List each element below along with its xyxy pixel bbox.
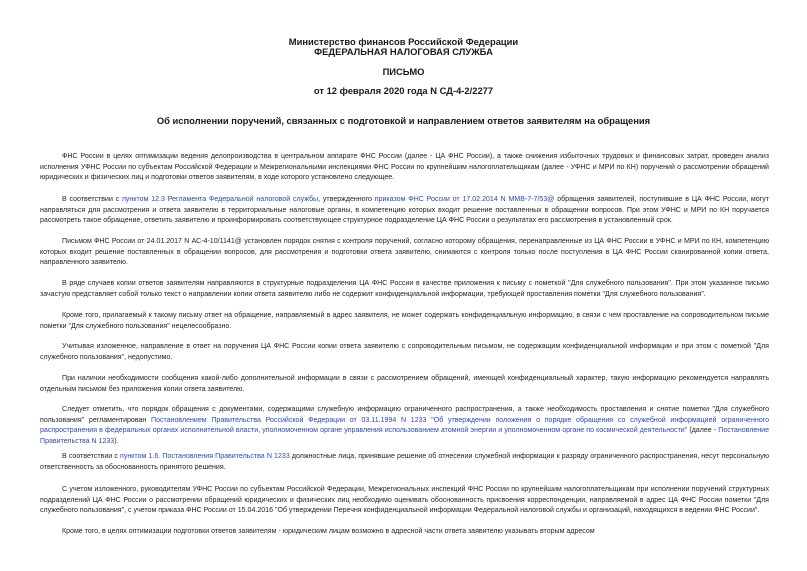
ministry-title: Министерство финансов Российской Федерации: [288, 36, 519, 47]
link-decree-1233-item-1-6[interactable]: пунктом 1.6. Постановления Правительства N 1233: [120, 453, 290, 460]
link-government-decree-1233[interactable]: Постановлением Правительства Российской Федерации от 03.11.1994 N 1233 "Об утверждении положения о порядке обращения со служебной информацией ограниченного распространения в федеральных органах исполнительной власти, уполномоченном органе управления использованием атомной энергии и уполномоченном органе по космической деятельности": [40, 416, 769, 435]
paragraph-9: [40, 452, 769, 473]
paragraph-8-text-a: Следует отметить, что порядок обращения с документами, содержащими служебную информацию ограниченного распространения, а также необходимость проставления и снятие пометки "Для служебного пользования" регламентирован: [40, 406, 769, 424]
service-title: ФЕДЕРАЛЬНАЯ НАЛОГОВАЯ СЛУЖБА: [314, 46, 493, 57]
paragraph-2-text-c: обращения заявителей, поступившие в ЦА ФНС России, могут направляться для рассмотрения и ответа заявителю в территориальные налоговые органы, в компетенцию которых входит решение поставленных в обращении вопросов. При этом УФНС и МРИ по КН поручается рассмотреть такое обращение, ответить заявителю и проинформировать соответствующее структурное подразделение ЦА ФНС России о результатах его рассмотрения в установленный срок.: [40, 196, 770, 225]
paragraph-3: Письмом ФНС России от 24.01.2017 N АС-4-10/1141@ установлен порядок снятия с контроля поручений, согласно которому обращения, перенаправленные из ЦА ФНС России в УФНС и МРИ по КН, компетенцию которых входит решение поставленных в обращении вопросов, для рассмотрения и подготовки ответа заявителю, снимаются с контроля только после поступления в ЦА ФНС России сканированной копии ответа, направленного заявителю.: [40, 238, 769, 267]
paragraph-1: ФНС России в целях оптимизации ведения делопроизводства в центральном аппарате ФНС России (далее - ЦА ФНС России), а также снижения избыточных трудовых и финансовых затрат, проведен анализ исполнения УФНС России по субъектам Российской Федерации и Межрегиональными инспекциями ФНС России по крупнейшим налогоплательщикам (далее - УФНС и МРИ по КН) поручений о рассмотрении обращений юридических и физических лиц и подготовки ответов заявителям, в ходе которого установлено следующее.: [40, 153, 769, 182]
paragraph-8: [40, 405, 769, 447]
paragraph-11: Кроме того, в целях оптимизации подготовки ответов заявителям - юридическим лицам возможно в адресной части ответа заявителю указывать вторым адресом: [62, 528, 595, 535]
paragraph-7: При наличии необходимости сообщения какой-либо дополнительной информации в связи с рассмотрением обращений, имеющей конфиденциальный характер, такую информацию рекомендуется направлять отдельным письмом без приложения копии ответа заявителю.: [40, 375, 769, 393]
document-date-number: от 12 февраля 2020 года N СД-4-2/2277: [313, 85, 494, 96]
link-order-mmv-7-7-53[interactable]: приказом ФНС России от 17.02.2014 N ММВ-7-7/53@: [374, 196, 555, 203]
paragraph-2-text-a: В соответствии с: [62, 196, 123, 203]
link-regulation-12-3[interactable]: пунктом 12.3 Регламента Федеральной налоговой службы: [122, 196, 319, 203]
paragraph-9-text-a: В соответствии с: [62, 453, 121, 460]
paragraph-8-text-c: ).: [114, 437, 119, 445]
paragraph-10: С учетом изложенного, руководителям УФНС России по субъектам Российской Федерации, Межрегиональных инспекций ФНС России по крупнейшим налогоплательщикам при исполнении поручений структурных подразделений ЦА ФНС России о рассмотрении обращений юридических и физических лиц необходимо оценивать обоснованность присвоения корреспонденции, направляемой в адрес ЦА ФНС России пометки "Для служебного пользования", с учетом приказа ФНС России от 15.04.2016 "Об утверждении Перечня конфиденциальной информации Федеральной налоговой службы и организаций, находящихся в ведении ФНС России".: [40, 486, 769, 515]
paragraph-5: Кроме того, прилагаемый к такому письму ответ на обращение, направляемый в адрес заявителя, не может содержать конфиденциальную информацию, в связи с чем проставление на сопроводительном письме пометки "Для служебного пользования" нецелесообразно.: [40, 312, 769, 330]
paragraph-6: Учитывая изложенное, направление в ответ на поручения ЦА ФНС России копии ответа заявителю с сопроводительным письмом, не содержащим конфиденциальной информации и при этом с пометкой "Для служебного пользования", недопустимо.: [40, 343, 769, 361]
document-type: ПИСЬМО: [382, 66, 425, 77]
document-subject: Об исполнении поручений, связанных с подготовкой и направлением ответов заявителям на обращения: [156, 115, 651, 126]
paragraph-4: В ряде случаев копии ответов заявителям направляются в структурные подразделения ЦА ФНС России в качестве приложения к письму с пометкой "Для служебного пользования". При этом указанное письмо зачастую представляет собой только текст о направлении копии ответа заявителю либо не содержит конфиденциальной информации, требующей проставления пометки "Для служебного пользования".: [40, 280, 769, 298]
paragraph-2: [40, 195, 769, 227]
paragraph-2-text-b: , утвержденного: [318, 196, 375, 203]
link-decree-1233-short[interactable]: Постановление Правительства N 1233: [40, 427, 769, 445]
paragraph-9-text-b: должностные лица, принявшие решение об отнесении служебной информации к разряду ограниченного распространения, несут персональную ответственность за обоснованность принятого решения.: [40, 453, 770, 471]
paragraph-8-text-b: (далее -: [687, 427, 719, 435]
